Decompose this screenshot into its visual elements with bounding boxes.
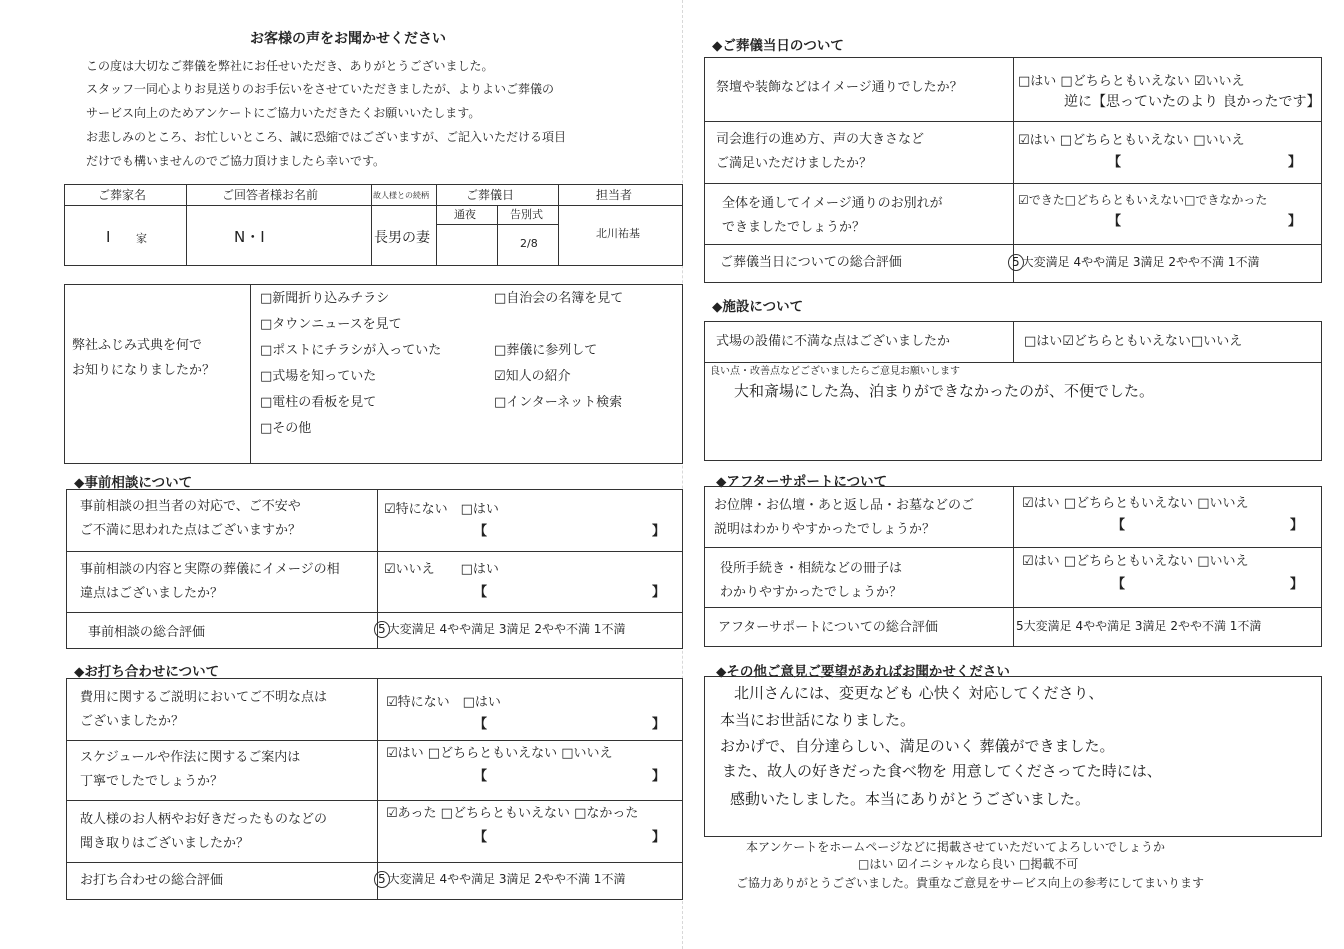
day-q2-options[interactable]: ☑はい □どちらともいえない □いいえ [1018,133,1245,148]
staff-name: 北川祐基 [596,227,640,240]
bracket-close: 】 [652,524,666,539]
bracket-open: 【 [474,524,488,539]
bracket-open: 【 [1112,518,1126,533]
intro-line-1: この度は大切なご葬儀を弊社にお任せいただき、ありがとうございました。 [86,59,494,73]
after-q3: アフターサポートについての総合評価 [718,620,938,635]
consult-q1-line-1: 事前相談の担当者の対応で、ご不安や [80,499,301,514]
day-q1-options[interactable]: □はい □どちらともいえない ☑いいえ [1018,74,1245,89]
consult-q2-line-2: 違点はございましたか？ [80,586,224,601]
intro-line-3: サービス向上のためアンケートにご協力いただきたくお願いいたします。 [86,106,481,120]
day-q3-line-1: 全体を通してイメージ通りのお別れが [722,196,943,211]
intro-line-5: だけでも構いませんのでご協力頂けましたら幸いです。 [86,154,386,168]
bracket-open: 【 [474,769,488,784]
facility-heading: ◆施設について [712,299,804,315]
consult-q1-options[interactable]: ☑特にない □はい [384,502,499,517]
rating-selected-circle: 5 [374,871,390,888]
consult-q3: 事前相談の総合評価 [88,625,206,640]
respondent-name: N・I [234,228,265,246]
survey-title: お客様の声をお聞かせください [250,31,446,47]
day-q2-line-1: 司会進行の進め方、声の大きさなど [716,132,925,147]
source-question-line-2: お知りになりましたか？ [72,363,216,378]
relation-value: 長男の妻 [374,230,430,246]
bracket-open: 【 [1108,214,1122,229]
meeting-q3-line-2: 聞き取りはございましたか？ [80,836,250,851]
bracket-open: 【 [474,717,488,732]
facility-q1-options[interactable]: □はい☑どちらともいえない□いいえ [1024,334,1243,349]
other-comment-line: 本当にお世話になりました。 [720,711,916,729]
meeting-q1-line-2: ございましたか？ [80,714,185,729]
header-funeral-date: ご葬儀日 [466,188,515,202]
other-heading: ◆その他ご意見ご要望があればお聞かせください [716,664,1010,680]
meeting-q3-line-1: 故人様のお人柄やお好きだったものなどの [80,812,328,827]
bracket-close: 】 [1290,577,1304,592]
facility-note-handwritten: 大和斎場にした為、泊まりができなかったのが、不便でした。 [734,382,1155,400]
bracket-close: 】 [652,585,666,600]
meeting-q2-line-1: スケジュールや作法に関するご案内は [80,750,301,765]
source-option[interactable]: □新聞折り込みチラシ [260,291,390,306]
intro-line-2: スタッフ一同心よりお見送りのお手伝いをさせていただきましたが、よりよいご葬儀の [86,82,555,96]
family-initial: I [106,228,111,246]
rating-selected-circle: 5 [374,621,390,638]
after-q2-line-1: 役所手続き・相続などの冊子は [720,561,903,576]
bracket-close: 】 [1290,518,1304,533]
after-q1-line-1: お位牌・お仏壇・あと返し品・お墓などのご [714,498,975,513]
after-heading: ◆アフターサポートについて [716,474,888,490]
source-option[interactable]: □ポストにチラシが入っていた [260,343,442,358]
bracket-close: 】 [652,769,666,784]
meeting-q2-options[interactable]: ☑はい □どちらともいえない □いいえ [386,746,613,761]
day-q3-line-2: できましたでしょうか？ [722,220,866,235]
consent-question: 本アンケートをホームページなどに掲載させていただいてよろしいでしょうか [746,840,1166,854]
header-relation: 故人様との続柄 [373,191,429,200]
other-comment-line: 感動いたしました。本当にありがとうございました。 [730,790,1091,808]
consent-options[interactable]: □はい ☑イニシャルなら良い □掲載不可 [858,857,1079,871]
source-option[interactable]: □電柱の看板を見て [260,395,377,410]
source-option[interactable]: □自治会の名簿を見て [494,291,624,306]
source-question-line-1: 弊社ふじみ式典を何で [72,338,203,353]
day-rating[interactable]: 5 大変満足 4やや満足 3満足 2やや不満 1不満 [1008,254,1259,271]
day-q1: 祭壇や装飾などはイメージ通りでしたか？ [716,80,963,95]
header-wake: 通夜 [454,208,476,221]
consent-thanks: ご協力ありがとうございました。貴重なご意見をサービス向上の参考にしてまいります [736,876,1205,890]
day-q2-line-2: ご満足いただけましたか？ [716,156,873,171]
after-q1-options[interactable]: ☑はい □どちらともいえない □いいえ [1022,496,1249,511]
consult-q2-line-1: 事前相談の内容と実際の葬儀にイメージの相 [80,562,340,577]
source-option[interactable]: □葬儀に参列して [494,343,598,358]
bracket-open: 【 [474,830,488,845]
bracket-close: 】 [1288,155,1302,170]
consult-rating[interactable]: 5 大変満足 4やや満足 3満足 2やや不満 1不満 [374,621,625,638]
source-option[interactable]: □式場を知っていた [260,369,377,384]
header-respondent: ご回答者様お名前 [222,188,319,202]
consult-q1-line-2: ご不満に思われた点はございますか？ [80,523,302,538]
after-q2-options[interactable]: ☑はい □どちらともいえない □いいえ [1022,554,1249,569]
bracket-open: 【 [1112,577,1126,592]
rating-selected-circle: 5 [1008,254,1024,271]
meeting-rating[interactable]: 5 大変満足 4やや満足 3満足 2やや不満 1不満 [374,871,625,888]
header-family-name: ご葬家名 [98,188,147,202]
meeting-heading: ◆お打ち合わせについて [74,664,220,680]
other-comment-line: 北川さんには、変更なども 心快く 対応してくださり、 [734,684,1104,702]
day-q4: ご葬儀当日についての総合評価 [720,255,902,270]
after-rating[interactable]: 5大変満足 4やや満足 3満足 2やや不満 1不満 [1016,619,1262,633]
source-option[interactable]: □タウンニュースを見て [260,317,402,332]
source-option[interactable]: □インターネット検索 [494,395,623,410]
facility-note-label: 良い点・改善点などございましたらご意見お願いします [710,366,960,377]
meeting-q1-line-1: 費用に関するご説明においてご不明な点は [80,690,328,705]
day-heading: ◆ご葬儀当日のついて [712,38,844,54]
consult-q2-options[interactable]: ☑いいえ □はい [384,562,499,577]
header-staff: 担当者 [596,188,633,202]
source-option[interactable]: ☑知人の紹介 [494,369,571,384]
funeral-date: 2/8 [520,237,538,250]
after-q1-line-2: 説明はわかりやすかったでしょうか？ [714,522,936,537]
intro-line-4: お悲しみのところ、お忙しいところ、誠に恐縮ではございますが、ご記入いただける項目 [86,130,567,144]
bracket-open: 【 [1108,155,1122,170]
other-comment-line: おかげで、自分達らしい、満足のいく 葬儀ができました。 [720,737,1115,755]
meeting-q4: お打ち合わせの総合評価 [80,873,224,888]
bracket-close: 】 [652,717,666,732]
bracket-open: 【 [474,585,488,600]
other-comment-line: また、故人の好きだった食べ物を 用意してくださってた時には、 [722,762,1162,780]
header-funeral: 告別式 [510,208,543,221]
day-q1-handwritten-note: 逆に【思っていたのより 良かったです】 [1064,94,1321,110]
meeting-q1-options[interactable]: ☑特にない □はい [386,695,501,710]
bracket-close: 】 [1288,214,1302,229]
bracket-close: 】 [652,830,666,845]
day-q3-options[interactable]: ☑できた□どちらともいえない□できなかった [1018,193,1268,207]
meeting-q3-options[interactable]: ☑あった □どちらともいえない □なかった [386,806,639,821]
consult-heading: ◆事前相談について [74,475,193,491]
facility-q1: 式場の設備に不満な点はございましたか [716,334,951,349]
meeting-q2-line-2: 丁寧でしたでしょうか？ [80,774,224,789]
family-suffix: 家 [136,232,147,245]
source-option[interactable]: □その他 [260,421,312,436]
after-q2-line-2: わかりやすかったでしょうか？ [720,585,903,600]
